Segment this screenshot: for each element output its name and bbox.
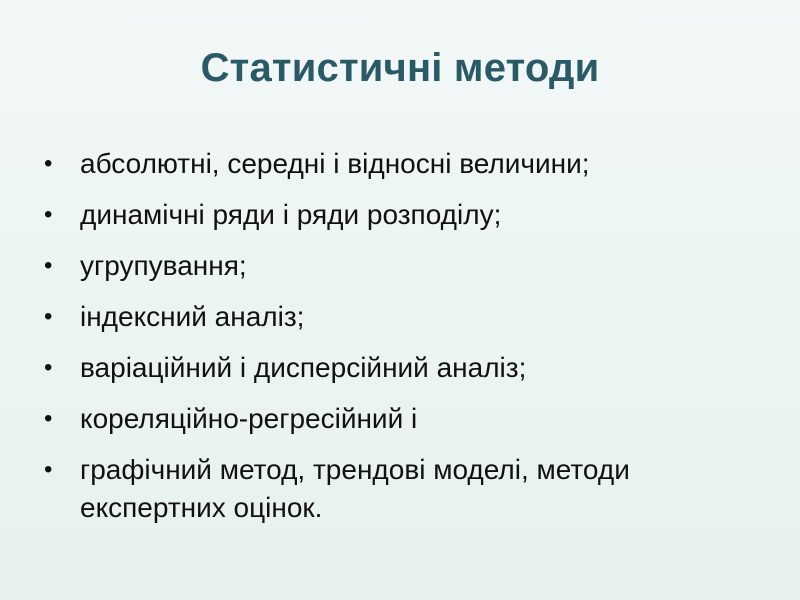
list-item: [44, 349, 764, 387]
bullet-dot-icon: •: [44, 354, 53, 381]
list-item: [44, 145, 764, 183]
slide-title: Статистичні методи: [200, 46, 600, 90]
bullet-dot-icon: •: [44, 150, 53, 177]
bullet-list: [44, 145, 764, 540]
bullet-text: угрупування;: [80, 250, 247, 281]
bullet-dot-icon: •: [44, 405, 53, 432]
list-item: [44, 400, 764, 438]
list-item: [44, 298, 764, 336]
bullet-text: індексний аналіз;: [80, 301, 305, 332]
bullet-dot-icon: •: [44, 252, 53, 279]
list-item: [44, 196, 764, 234]
bullet-dot-icon: •: [44, 456, 53, 483]
bullet-text: динамічні ряди і ряди розподілу;: [80, 199, 502, 230]
list-item: [44, 247, 764, 285]
bullet-text: абсолютні, середні і відносні величини;: [80, 148, 590, 179]
list-item: [44, 451, 764, 527]
bullet-dot-icon: •: [44, 201, 53, 228]
bullet-text: варіаційний і дисперсійний аналіз;: [80, 352, 527, 383]
bullet-text: графічний метод, трендові моделі, методи експертних оцінок.: [80, 454, 630, 523]
bullet-text: кореляційно-регресійний і: [80, 403, 418, 434]
bullet-dot-icon: •: [44, 303, 53, 330]
